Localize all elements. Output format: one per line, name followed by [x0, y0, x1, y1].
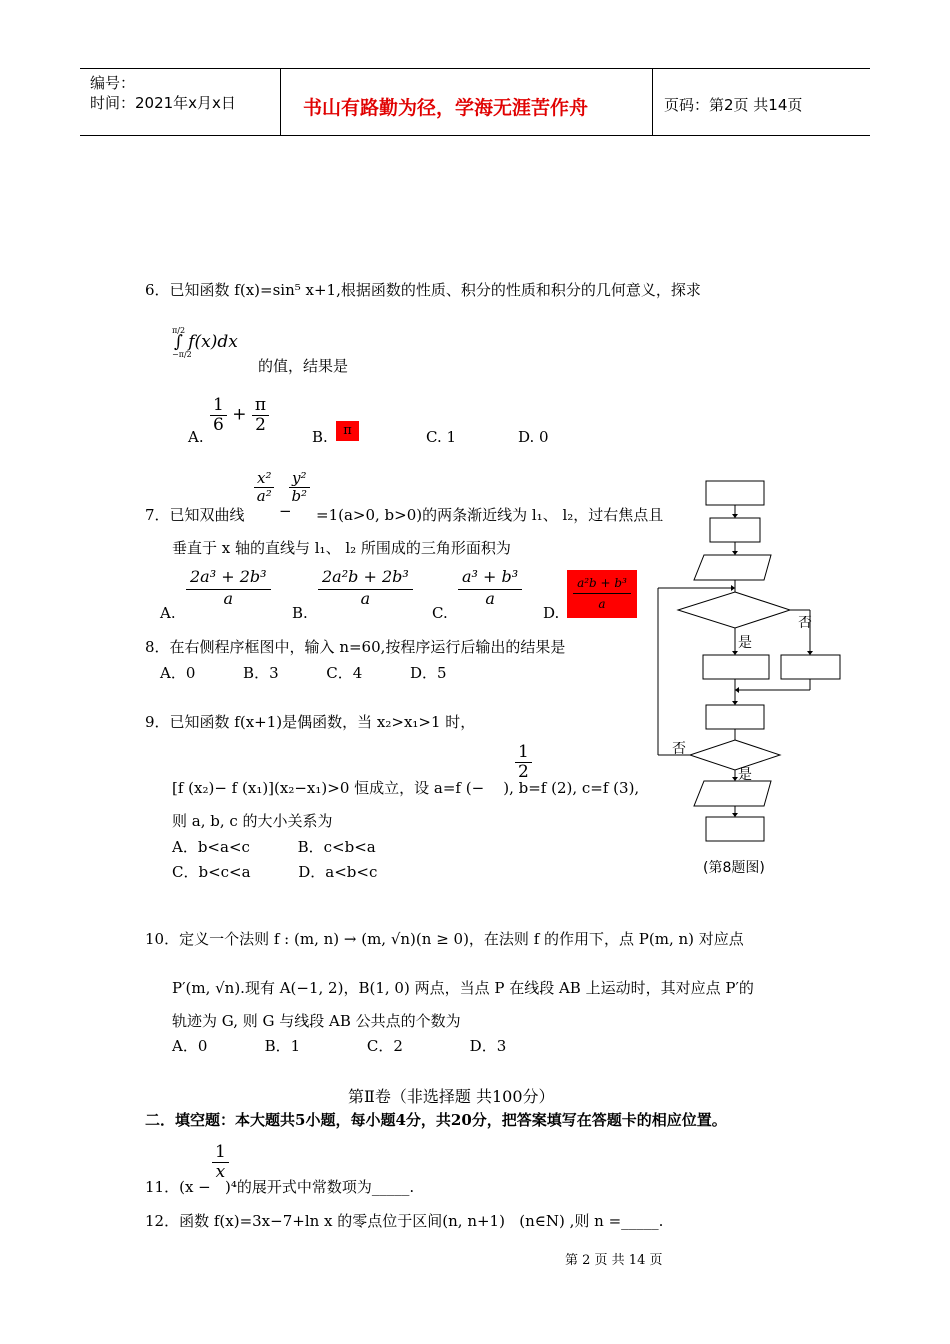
header-page-info: 页码：第2页 共14页 — [664, 96, 803, 114]
q9-stem: 9．已知函数 f(x+1)是偶函数，当 x₂>x₁>1 时， — [145, 713, 476, 731]
q11-frac-den: x — [215, 1161, 226, 1182]
q9-line3: 则 a, b, c 的大小关系为 — [172, 812, 333, 830]
q7-option-d-label: D. — [543, 604, 560, 622]
q6-option-c: C. 1 — [426, 428, 457, 446]
q12-text: 12．函数 f(x)=3x−7+ln x 的零点位于区间(n, n+1) (n∈N) ,则 n =_____. — [145, 1212, 664, 1230]
q6-a-num2: π — [252, 396, 269, 416]
q10-stem: 10．定义一个法则 f : (m, n) → (m, √n)(n ≥ 0)，在法则 f 的作用下，点 P(m, n) 对应点 — [145, 930, 744, 948]
part2-title: 第Ⅱ卷（非选择题 共100分） — [348, 1087, 555, 1106]
q7-option-a-label: A. — [160, 604, 176, 622]
q6-integral: ∫ f(x)dx — [174, 332, 238, 352]
flow-yes-label-1: 是 — [738, 635, 752, 651]
q6-option-d: D. 0 — [518, 428, 549, 446]
header-time-label: 时间：2021年x月x日 — [90, 94, 236, 112]
flow-no-label-1: 否 — [798, 615, 812, 631]
flow-process-no — [781, 655, 840, 679]
q10-options: A．0 B．1 C．2 D．3 — [172, 1037, 507, 1055]
q6-option-b-box: π — [336, 421, 359, 441]
q9-options-cd: C．b<c<a D．a<b<c — [172, 863, 378, 881]
flow-start-box — [706, 481, 764, 505]
q7-d-num: a²b + b³ — [573, 570, 631, 594]
q6-upper-limit: π/2 — [172, 326, 186, 335]
page-footer: 第 2 页 共 14 页 — [565, 1253, 663, 1268]
q7-c-num: a³ + b³ — [458, 568, 522, 590]
q7-cont: =1(a>0, b>0)的两条渐近线为 l₁、 l₂，过右焦点且 — [316, 506, 664, 524]
flow-input-parallelogram — [694, 555, 771, 580]
q7-a-den: a — [223, 588, 234, 608]
q6-tail: 的值，结果是 — [258, 357, 349, 375]
header-motto: 书山有路勤为径，学海无涯苦作舟 — [303, 97, 589, 119]
q7-option-c-label: C. — [432, 604, 448, 622]
q7-frac1-num: x² — [254, 470, 274, 488]
flow-process-yes — [703, 655, 769, 679]
flow-yes-label-2: 是 — [738, 767, 752, 783]
flow-process-box-2 — [706, 705, 764, 729]
q6-stem: 6．已知函数 f(x)=sin⁵ x+1,根据函数的性质、积分的性质和积分的几何意义，探求 — [145, 281, 701, 299]
q8-stem: 8．在右侧程序框图中，输入 n=60,按程序运行后输出的结果是 — [145, 638, 566, 656]
q7-frac1-den: a² — [256, 486, 272, 505]
q7-b-den: a — [360, 588, 371, 608]
q7-frac2-den: b² — [291, 486, 308, 505]
q7-option-b-label: B. — [292, 604, 308, 622]
flow-end-box — [706, 817, 764, 841]
q10-line2: P′(m, √n).现有 A(−1, 2)，B(1, 0) 两点，当点 P 在线段 AB 上运动时，其对应点 P′的 — [172, 979, 754, 997]
q7-d-den: a — [598, 597, 606, 611]
q7-c-den: a — [485, 588, 495, 608]
part2-section-heading: 二．填空题：本大题共5小题，每小题4分，共20分，把答案填写在答题卡的相应位置。 — [145, 1111, 727, 1129]
q6-a-plus: + — [232, 404, 247, 425]
q6-a-den1: 6 — [213, 414, 224, 435]
q10-line3: 轨迹为 G, 则 G 与线段 AB 公共点的个数为 — [172, 1012, 461, 1030]
q6-a-den2: 2 — [255, 414, 266, 435]
q7-a-num: 2a³ + 2b³ — [186, 568, 271, 590]
header-code-label: 编号： — [90, 74, 136, 92]
q9-half-den: 2 — [518, 761, 529, 782]
q9-line2: [f (x₂)− f (x₁)](x₂−x₁)>0 恒成立，设 a=f (− ), b=f (2), c=f (3), — [172, 779, 640, 797]
q9-options-ab: A．b<a<c B．c<b<a — [172, 838, 376, 856]
flow-output-parallelogram — [694, 781, 771, 806]
q6-lower-limit: −π/2 — [172, 350, 192, 359]
flow-decision-1 — [678, 592, 790, 628]
q7-line2: 垂直于 x 轴的直线与 l₁、 l₂ 所围成的三角形面积为 — [172, 539, 511, 557]
q7-stem: 7．已知双曲线 — [145, 506, 245, 524]
flow-no-label-2: 否 — [672, 741, 686, 757]
q6-option-a-label: A. — [188, 428, 204, 446]
q11-text: 11．(x − )⁴的展开式中常数项为_____. — [145, 1178, 415, 1196]
q9-half-num: 1 — [515, 743, 532, 763]
flow-decision-2 — [690, 740, 780, 770]
q6-option-b-label: B. — [312, 428, 328, 446]
q6-a-num1: 1 — [210, 396, 227, 416]
flow-process-box-1 — [710, 518, 760, 542]
q7-b-num: 2a²b + 2b³ — [318, 568, 413, 590]
q7-frac2-num: y² — [289, 470, 310, 488]
flow-caption: (第8题图) — [703, 860, 765, 876]
q7-minus: − — [279, 502, 292, 520]
q8-options: A．0 B．3 C．4 D．5 — [160, 664, 447, 682]
q11-frac-num: 1 — [212, 1143, 229, 1163]
